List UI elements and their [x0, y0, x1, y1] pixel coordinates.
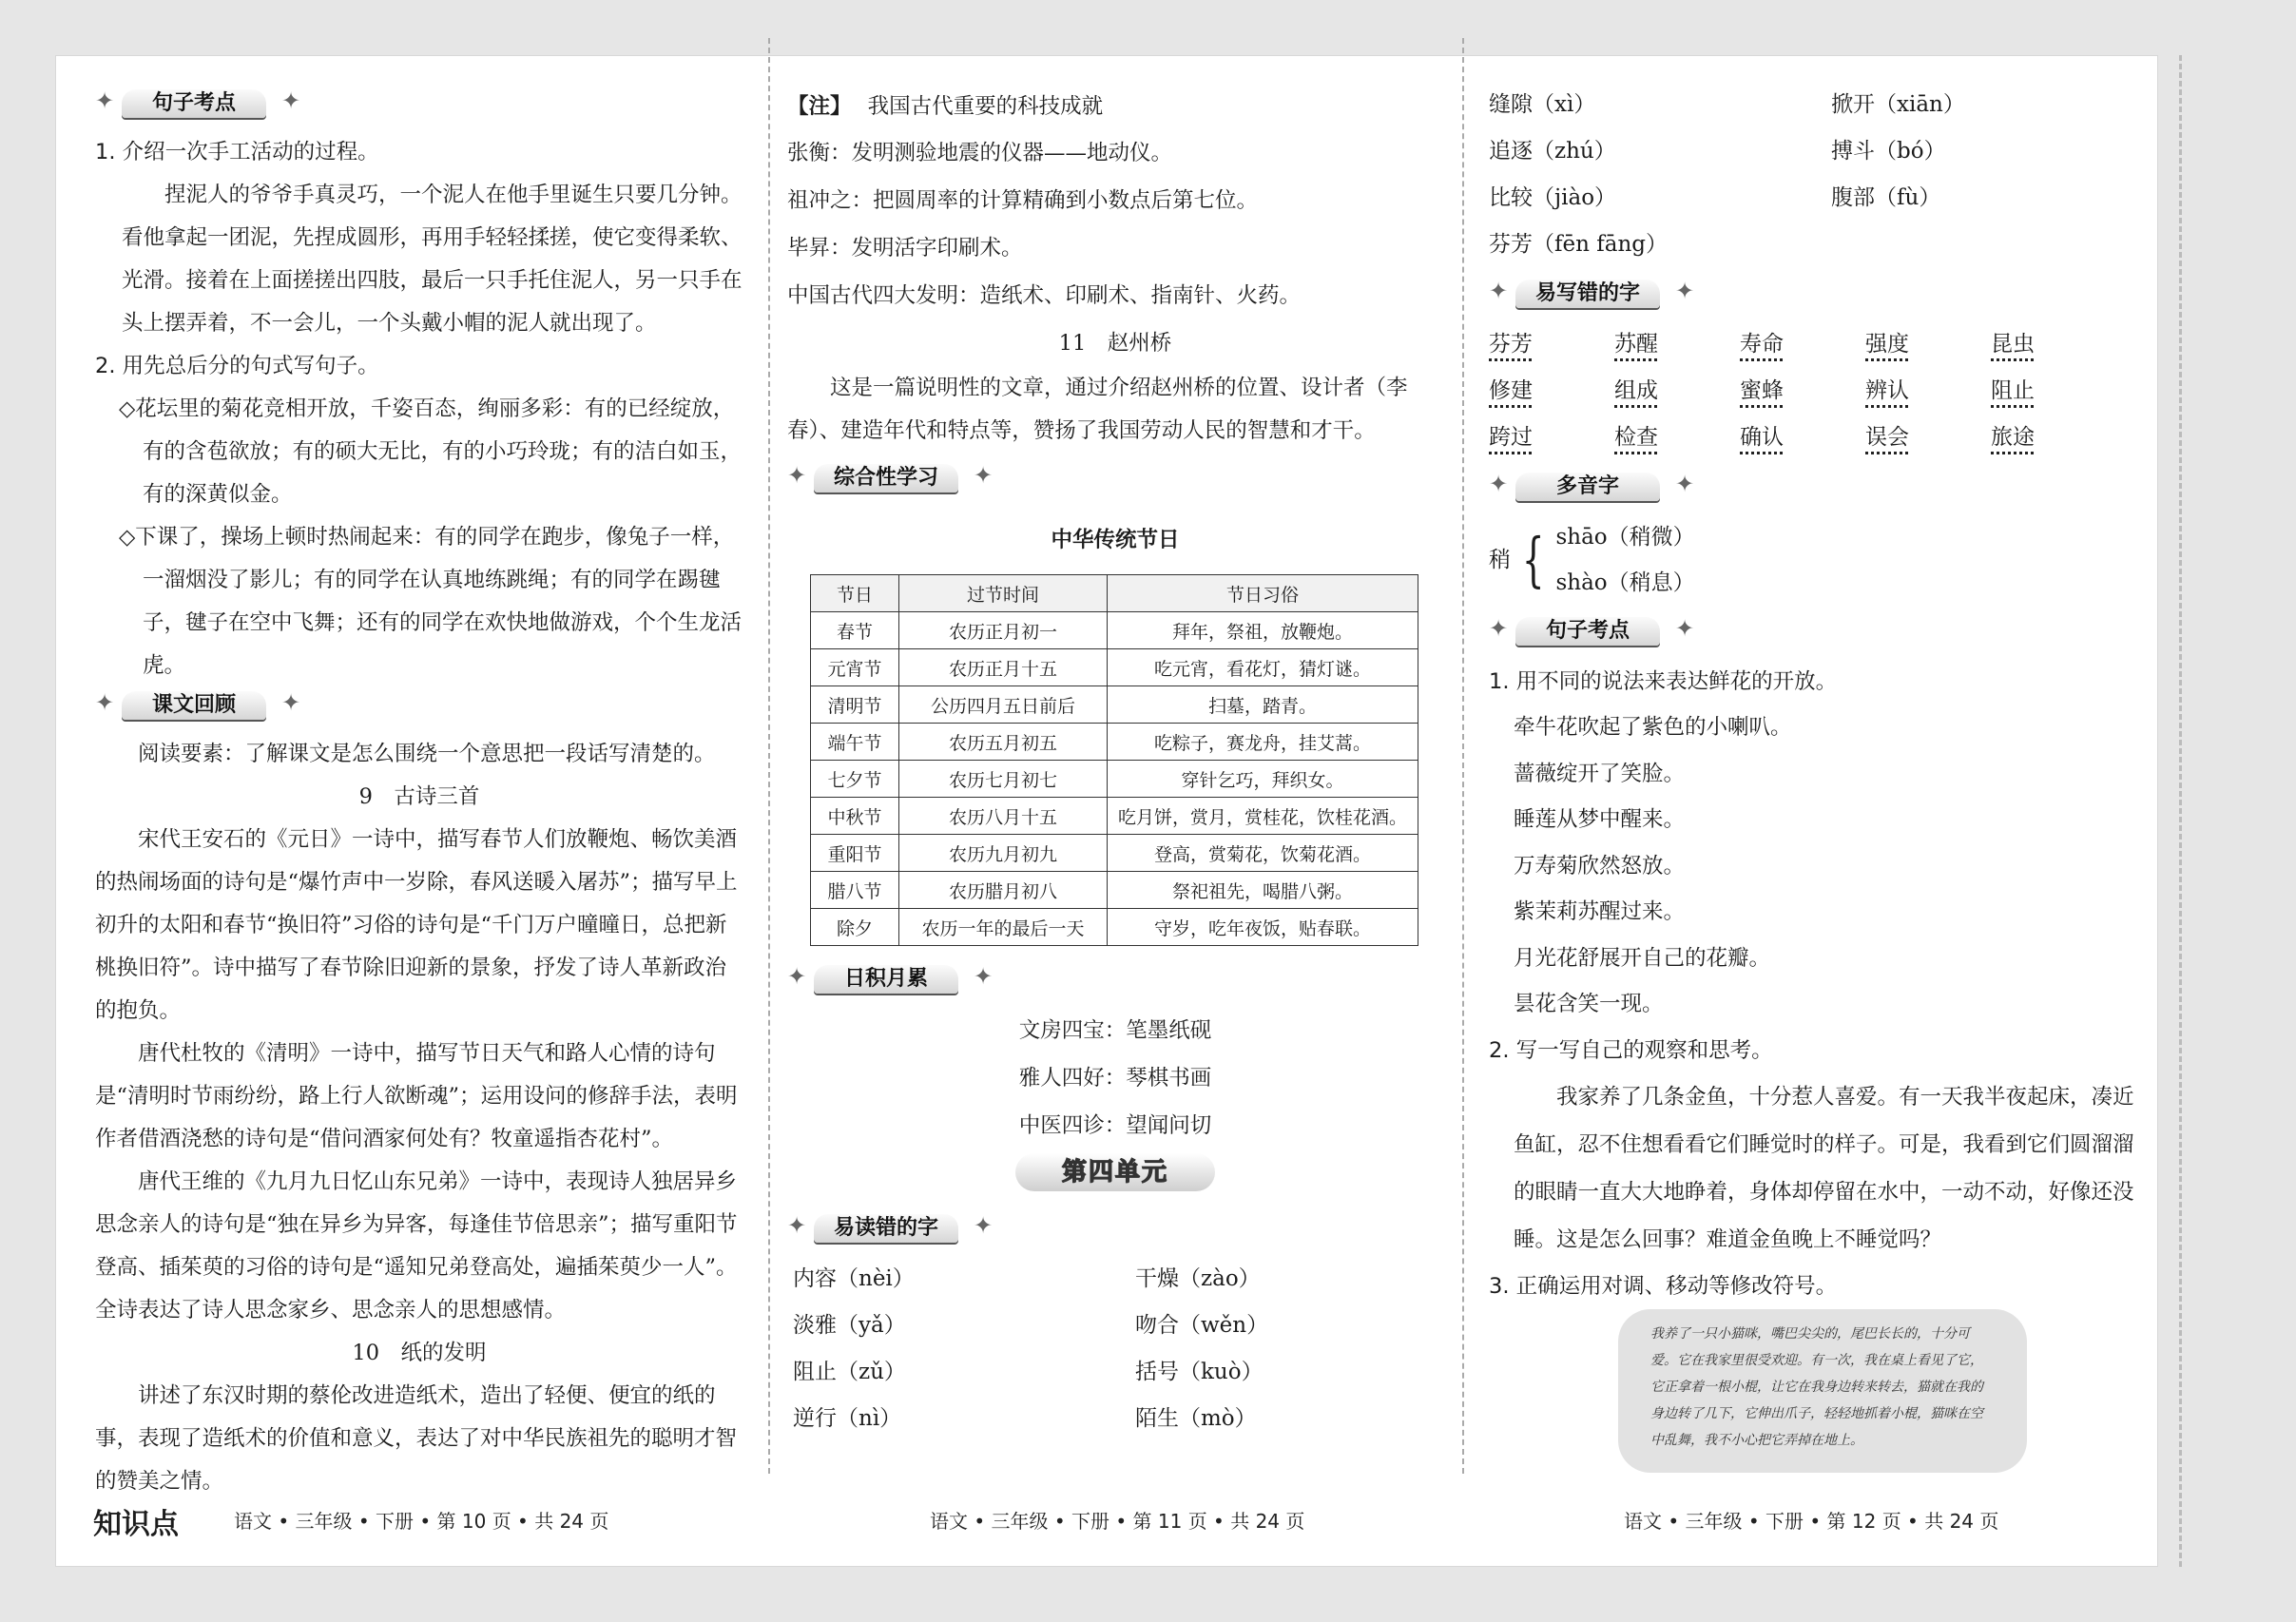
pinyin-word: 吻合（wěn）: [1135, 1313, 1269, 1338]
table-cell: 腊八节: [811, 872, 899, 909]
section-header: [95, 685, 743, 727]
sentence: 万寿菊欣然怒放。: [1514, 853, 1686, 879]
section-header: [1489, 467, 2145, 509]
accumulation-item: 文房四宝：笔墨纸砚: [1018, 1018, 1212, 1043]
table-cell: 农历一年的最后一天: [899, 909, 1108, 946]
table-header: 过节时间: [899, 575, 1108, 612]
table-cell: 元宵节: [811, 649, 899, 686]
page-footer: 语文 • 三年级 • 下册 • 第 11 页 • 共 24 页: [930, 1510, 1305, 1533]
table-row: [811, 649, 1418, 686]
word: 旅途: [1991, 425, 2035, 450]
table-cell: 拜年，祭祖，放鞭炮。: [1108, 612, 1418, 649]
pinyin-word: 内容（nèi）: [793, 1266, 915, 1291]
question: 1. 介绍一次手工活动的过程。: [95, 140, 379, 164]
sparkle-icon: ✦: [974, 462, 994, 489]
table-cell: 除夕: [811, 909, 899, 946]
table-cell: 守岁，吃年夜饭，贴春联。: [1108, 909, 1418, 946]
answer-paragraph: 我家养了几条金鱼，十分惹人喜爱。有一天我半夜起床，凑近鱼缸，忍不住想看看它们睡觉时的样子。可是，我看到它们圆溜溜的眼睛一直大大地睁着，身体却停留在水中，一动不动，好像还没睡。这是怎么回事？难道金鱼晚上不睡觉吗？: [1514, 1084, 2134, 1252]
easy-miswritten-words: [1489, 321, 2145, 461]
table-header: 节日: [811, 575, 899, 612]
pinyin-word: 淡雅（yǎ）: [793, 1313, 906, 1338]
lesson-paragraph: 唐代王维的《九月九日忆山东兄弟》一诗中，表现诗人独居异乡思念亲人的诗句是“独在异乡为异客，每逢佳节倍思亲”；描写重阳节登高、插茱萸的习俗的诗句是“遥知兄弟登高处，遍插茱萸少一人”。全诗表达了诗人思念家乡、思念亲人的思想感情。: [95, 1169, 738, 1323]
page-footer: 语文 • 三年级 • 下册 • 第 10 页 • 共 24 页: [234, 1510, 609, 1533]
brace-icon: {: [1521, 525, 1545, 594]
sentence: 睡莲从梦中醒来。: [1514, 807, 1686, 832]
accumulation-item: 中医四诊：望闻问切: [1018, 1113, 1212, 1138]
table-cell: 扫墓，踏青。: [1108, 686, 1418, 724]
answer-item: ◇下课了，操场上顿时热闹起来：有的同学在跑步，像兔子一样，一溜烟没了影儿；有的同学在认真地练跳绳；有的同学在踢毽子，毽子在空中飞舞；还有的同学在欢快地做游戏，个个生龙活虎。: [119, 525, 743, 678]
sparkle-icon: ✦: [281, 87, 301, 114]
answer-paragraph: 捏泥人的爷爷手真灵巧，一个泥人在他手里诞生只要几分钟。看他拿起一团泥，先捏成圆形，再用手轻轻揉搓，使它变得柔软、光滑。接着在上面搓搓出四肢，最后一只手托住泥人，另一只手在头上摆弄着，不一会儿，一个头戴小帽的泥人就出现了。: [122, 183, 743, 336]
pinyin-word: 干燥（zào）: [1135, 1266, 1261, 1291]
section-header-label: 日积月累: [814, 965, 958, 994]
festival-table: [810, 574, 1418, 946]
section-header: [1489, 274, 2145, 316]
table-header-row: [811, 575, 1418, 612]
table-row: [811, 872, 1418, 909]
sparkle-icon: ✦: [1489, 471, 1509, 497]
table-header: 节日习俗: [1108, 575, 1418, 612]
easy-misread-words: [793, 1256, 1443, 1442]
pinyin-word: 缝隙（xì）: [1489, 92, 1596, 117]
table-cell: 中秋节: [811, 798, 899, 835]
handwriting-sample: 我养了一只小猫咪，嘴巴尖尖的，尾巴长长的，十分可爱。它在我家里很受欢迎。有一次，我在桌上看见了它，它正拿着一根小棍，让它在我身边转来转去，猫就在我的身边转了几下，它伸出爪子，轻轻地抓着小棍，猫咪在空中乱舞，我不小心把它弄掉在地上。: [1618, 1309, 2027, 1473]
word: 误会: [1865, 425, 1909, 450]
sparkle-icon: ✦: [281, 689, 301, 716]
sentence: 月光花舒展开自己的花瓣。: [1514, 945, 1771, 971]
table-cell: 公历四月五日前后: [899, 686, 1108, 724]
sparkle-icon: ✦: [1675, 471, 1695, 497]
note-item: 祖冲之：把圆周率的计算精确到小数点后第七位。: [787, 188, 1259, 213]
note-item: 中国古代四大发明：造纸术、印刷术、指南针、火药。: [787, 283, 1302, 308]
sparkle-icon: ✦: [1675, 278, 1695, 304]
sentence: 牵牛花吹起了紫色的小喇叭。: [1514, 715, 1792, 740]
table-cell: 农历正月初一: [899, 612, 1108, 649]
lesson-paragraph: 唐代杜牧的《清明》一诗中，描写节日天气和路人心情的诗句是“清明时节雨纷纷，路上行人欲断魂”；运用设问的修辞手法，表明作者借酒浇愁的诗句是“借问酒家何处有？牧童遥指杏花村”。: [95, 1041, 738, 1151]
word: 跨过: [1489, 425, 1533, 450]
sentence: 蔷薇绽开了笑脸。: [1514, 761, 1686, 786]
table-cell: 春节: [811, 612, 899, 649]
table-cell: 农历正月十五: [899, 649, 1108, 686]
pinyin-word: 比较（jiào）: [1489, 185, 1617, 210]
question: 2. 用先总后分的句式写句子。: [95, 354, 379, 378]
lesson-paragraph: 讲述了东汉时期的蔡伦改进造纸术，造出了轻便、便宜的纸的事，表现了造纸术的价值和意义，表达了对中华民族祖先的聪明才智的赞美之情。: [95, 1383, 738, 1494]
section-header-label: 课文回顾: [122, 691, 266, 720]
question: 3. 正确运用对调、移动等修改符号。: [1489, 1273, 1838, 1299]
pinyin-word: 腹部（fù）: [1831, 185, 1941, 210]
polyphone-group: [1489, 514, 2145, 606]
question: 1. 用不同的说法来表达鲜花的开放。: [1489, 669, 1838, 694]
section-header: [787, 1208, 1443, 1250]
table-cell: 祭祀祖先，喝腊八粥。: [1108, 872, 1418, 909]
accumulation-item: 雅人四好：琴棋书画: [1018, 1066, 1212, 1091]
table-cell: 穿针乞巧，拜织女。: [1108, 761, 1418, 798]
pinyin-word: 搏斗（bó）: [1831, 139, 1946, 164]
cut-line: [2179, 55, 2182, 1567]
note-item: 张衡：发明测验地震的仪器——地动仪。: [787, 141, 1173, 165]
word: 检查: [1614, 425, 1658, 450]
pinyin-word: 陌生（mò）: [1135, 1406, 1257, 1431]
table-cell: 农历七月初七: [899, 761, 1108, 798]
word: 蜜蜂: [1740, 378, 1784, 403]
table-row: [811, 798, 1418, 835]
section-header-label: 句子考点: [122, 89, 266, 118]
note-heading: [787, 84, 1443, 129]
pinyin-word: 逆行（nì）: [793, 1406, 902, 1431]
word: 阻止: [1991, 378, 2035, 403]
word: 寿命: [1740, 332, 1784, 357]
table-cell: 吃元宵，看花灯，猜灯谜。: [1108, 649, 1418, 686]
sentence: 昙花含笑一现。: [1514, 992, 1664, 1016]
section-header-label: 易读错的字: [814, 1214, 958, 1243]
easy-misread-words: [1489, 82, 2145, 268]
sparkle-icon: ✦: [974, 1212, 994, 1239]
lesson-title: 9 古诗三首: [358, 784, 480, 809]
pinyin-word: 括号（kuò）: [1135, 1360, 1264, 1384]
section-header-label: 易写错的字: [1515, 280, 1660, 308]
page-footer: 语文 • 三年级 • 下册 • 第 12 页 • 共 24 页: [1624, 1510, 1999, 1533]
lesson-title: 11 赵州桥: [1058, 331, 1172, 356]
word: 组成: [1614, 378, 1658, 403]
polyphone-readings: [1555, 514, 1694, 606]
column-divider: [1462, 38, 1464, 1474]
note-title: 我国古代重要的科技成就: [867, 94, 1104, 119]
sparkle-icon: ✦: [1489, 615, 1509, 642]
section-header: [787, 458, 1443, 500]
section-header-label: 综合性学习: [814, 464, 958, 492]
middle-column: [787, 84, 1443, 1442]
right-column: [1489, 82, 2145, 1473]
word: 确认: [1740, 425, 1784, 450]
word: 昆虫: [1991, 332, 2035, 357]
table-cell: 端午节: [811, 724, 899, 761]
word: 苏醒: [1614, 332, 1658, 357]
word: 修建: [1489, 378, 1533, 403]
column-divider: [768, 38, 770, 1474]
sparkle-icon: ✦: [1489, 278, 1509, 304]
pinyin-word: 芬芳（fēn fāng）: [1489, 232, 1669, 257]
section-header: [787, 959, 1443, 1001]
section-header-label: 句子考点: [1515, 617, 1660, 646]
question: 2. 写一写自己的观察和思考。: [1489, 1037, 1773, 1063]
sparkle-icon: ✦: [787, 963, 807, 990]
word: 芬芳: [1489, 332, 1533, 357]
word: 辨认: [1865, 378, 1909, 403]
table-row: [811, 835, 1418, 872]
table-cell: 农历九月初九: [899, 835, 1108, 872]
table-cell: 吃粽子，赛龙舟，挂艾蒿。: [1108, 724, 1418, 761]
note-item: 毕昇：发明活字印刷术。: [787, 236, 1023, 261]
table-row: [811, 612, 1418, 649]
table-cell: 清明节: [811, 686, 899, 724]
pinyin-word: 阻止（zǔ）: [793, 1360, 906, 1384]
table-cell: 吃月饼，赏月，赏桂花，饮桂花酒。: [1108, 798, 1418, 835]
word: 强度: [1865, 332, 1909, 357]
table-cell: 农历腊月初八: [899, 872, 1108, 909]
table-cell: 登高，赏菊花，饮菊花酒。: [1108, 835, 1418, 872]
table-cell: 农历五月初五: [899, 724, 1108, 761]
table-title: 中华传统节日: [1051, 528, 1180, 552]
table-cell: 重阳节: [811, 835, 899, 872]
section-header: [95, 84, 743, 126]
polyphone-char: 稍: [1489, 548, 1511, 572]
brand-logo: 知识点: [93, 1508, 179, 1541]
note-tag: 【注】: [787, 94, 852, 119]
left-column: [95, 84, 743, 1503]
lesson-title: 10 纸的发明: [352, 1341, 487, 1365]
table-row: [811, 909, 1418, 946]
pinyin-word: 掀开（xiān）: [1831, 92, 1965, 117]
sparkle-icon: ✦: [1675, 615, 1695, 642]
pinyin-word: 追逐（zhú）: [1489, 139, 1616, 164]
lesson-paragraph: 宋代王安石的《元日》一诗中，描写春节人们放鞭炮、畅饮美酒的热闹场面的诗句是“爆竹声中一岁除，春风送暖入屠苏”；描写早上初升的太阳和春节“换旧符”习俗的诗句是“千门万户曈曈日，总把新桃换旧符”。诗中描写了春节除旧迎新的景象，抒发了诗人革新政治的抱负。: [95, 827, 738, 1023]
table-row: [811, 724, 1418, 761]
sparkle-icon: ✦: [95, 689, 115, 716]
section-header: [1489, 611, 2145, 653]
polyphone-reading: shāo（稍微）: [1555, 525, 1695, 550]
sparkle-icon: ✦: [95, 87, 115, 114]
section-header-label: 多音字: [1515, 473, 1660, 501]
table-row: [811, 686, 1418, 724]
unit-banner: 第四单元: [1015, 1153, 1215, 1191]
flower-sentences: [1489, 705, 2145, 1028]
polyphone-reading: shào（稍息）: [1555, 570, 1695, 595]
table-cell: 农历八月十五: [899, 798, 1108, 835]
table-cell: 七夕节: [811, 761, 899, 798]
lesson-paragraph: 这是一篇说明性的文章，通过介绍赵州桥的位置、设计者（李春）、建造年代和特点等，赞扬了我国劳动人民的智慧和才干。: [787, 376, 1408, 443]
sparkle-icon: ✦: [787, 1212, 807, 1239]
sparkle-icon: ✦: [787, 462, 807, 489]
sparkle-icon: ✦: [974, 963, 994, 990]
answer-item: ◇花坛里的菊花竞相开放，千姿百态，绚丽多彩：有的已经绽放，有的含苞欲放；有的硕大无比，有的小巧玲珑；有的洁白如玉，有的深黄似金。: [119, 396, 743, 507]
reading-goal: 阅读要素：了解课文是怎么围绕一个意思把一段话写清楚的。: [138, 742, 716, 766]
sentence: 紫茉莉苏醒过来。: [1514, 899, 1686, 924]
table-row: [811, 761, 1418, 798]
